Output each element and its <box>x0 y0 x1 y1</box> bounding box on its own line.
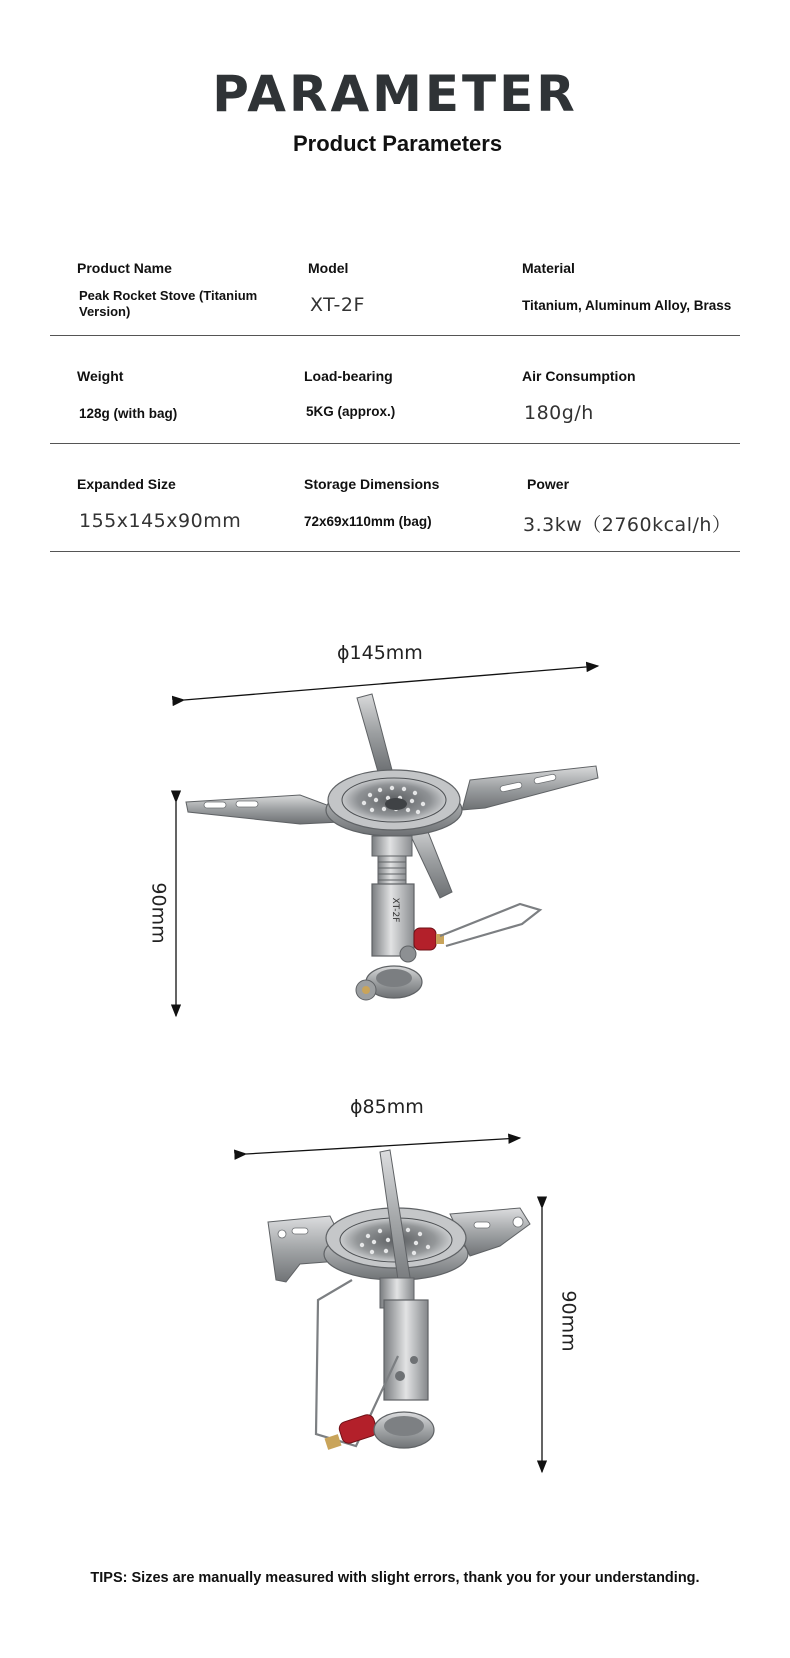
tips-note: TIPS: Sizes are manually measured with slight errors, thank you for your understanding. <box>90 1570 700 1586</box>
spec-value: 155x145x90mm <box>79 510 242 532</box>
spec-label: Weight <box>77 368 124 384</box>
spec-cell-expanded-size <box>77 458 297 552</box>
expanded-width-label: ϕ145mm <box>337 642 423 664</box>
spec-value: 180g/h <box>524 402 594 424</box>
spec-label: Power <box>527 476 570 492</box>
spec-value: 3.3kw（2760kcal/h） <box>523 514 732 536</box>
page-title: PARAMETER <box>212 65 578 123</box>
model-marking: XT-2F <box>390 897 400 923</box>
spec-value: XT-2F <box>310 294 365 316</box>
folded-stove-illustration <box>0 1110 790 1480</box>
spec-label: Model <box>308 260 349 276</box>
expanded-width-arrow <box>184 666 598 700</box>
spec-label: Air Consumption <box>522 368 636 384</box>
spec-value: 5KG (approx.) <box>306 404 396 419</box>
folded-width-label: ϕ85mm <box>350 1096 424 1118</box>
spec-cell-storage-dimensions <box>304 458 504 552</box>
spec-label: Material <box>522 260 575 276</box>
spec-label: Storage Dimensions <box>304 476 440 492</box>
folded-height-label: 90mm <box>557 1290 580 1352</box>
spec-value: 128g (with bag) <box>79 406 178 421</box>
spec-cell-material <box>522 242 752 336</box>
spec-cell-product-name <box>77 242 287 336</box>
support-arm <box>357 694 392 772</box>
spec-row <box>50 350 740 444</box>
expanded-stove-illustration <box>0 650 790 1050</box>
spec-value: Titanium, Aluminum Alloy, Brass <box>522 298 732 313</box>
spec-cell-model <box>308 242 508 336</box>
support-arm <box>462 766 598 810</box>
spec-row <box>50 242 740 336</box>
spec-cell-power <box>523 458 757 552</box>
spec-label: Product Name <box>77 260 172 276</box>
spec-label: Load-bearing <box>304 368 393 384</box>
spec-cell-load-bearing <box>304 350 504 444</box>
spec-cell-air-consumption <box>522 350 752 444</box>
spec-label: Expanded Size <box>77 476 176 492</box>
spec-row <box>50 458 740 552</box>
expanded-height-label: 90mm <box>147 882 170 944</box>
spec-cell-weight <box>77 350 287 444</box>
page-subtitle: Product Parameters <box>293 131 503 156</box>
spec-value: 72x69x110mm (bag) <box>304 514 432 529</box>
support-arm <box>186 795 340 824</box>
spec-value: Peak Rocket Stove (Titanium Version) <box>79 288 258 319</box>
